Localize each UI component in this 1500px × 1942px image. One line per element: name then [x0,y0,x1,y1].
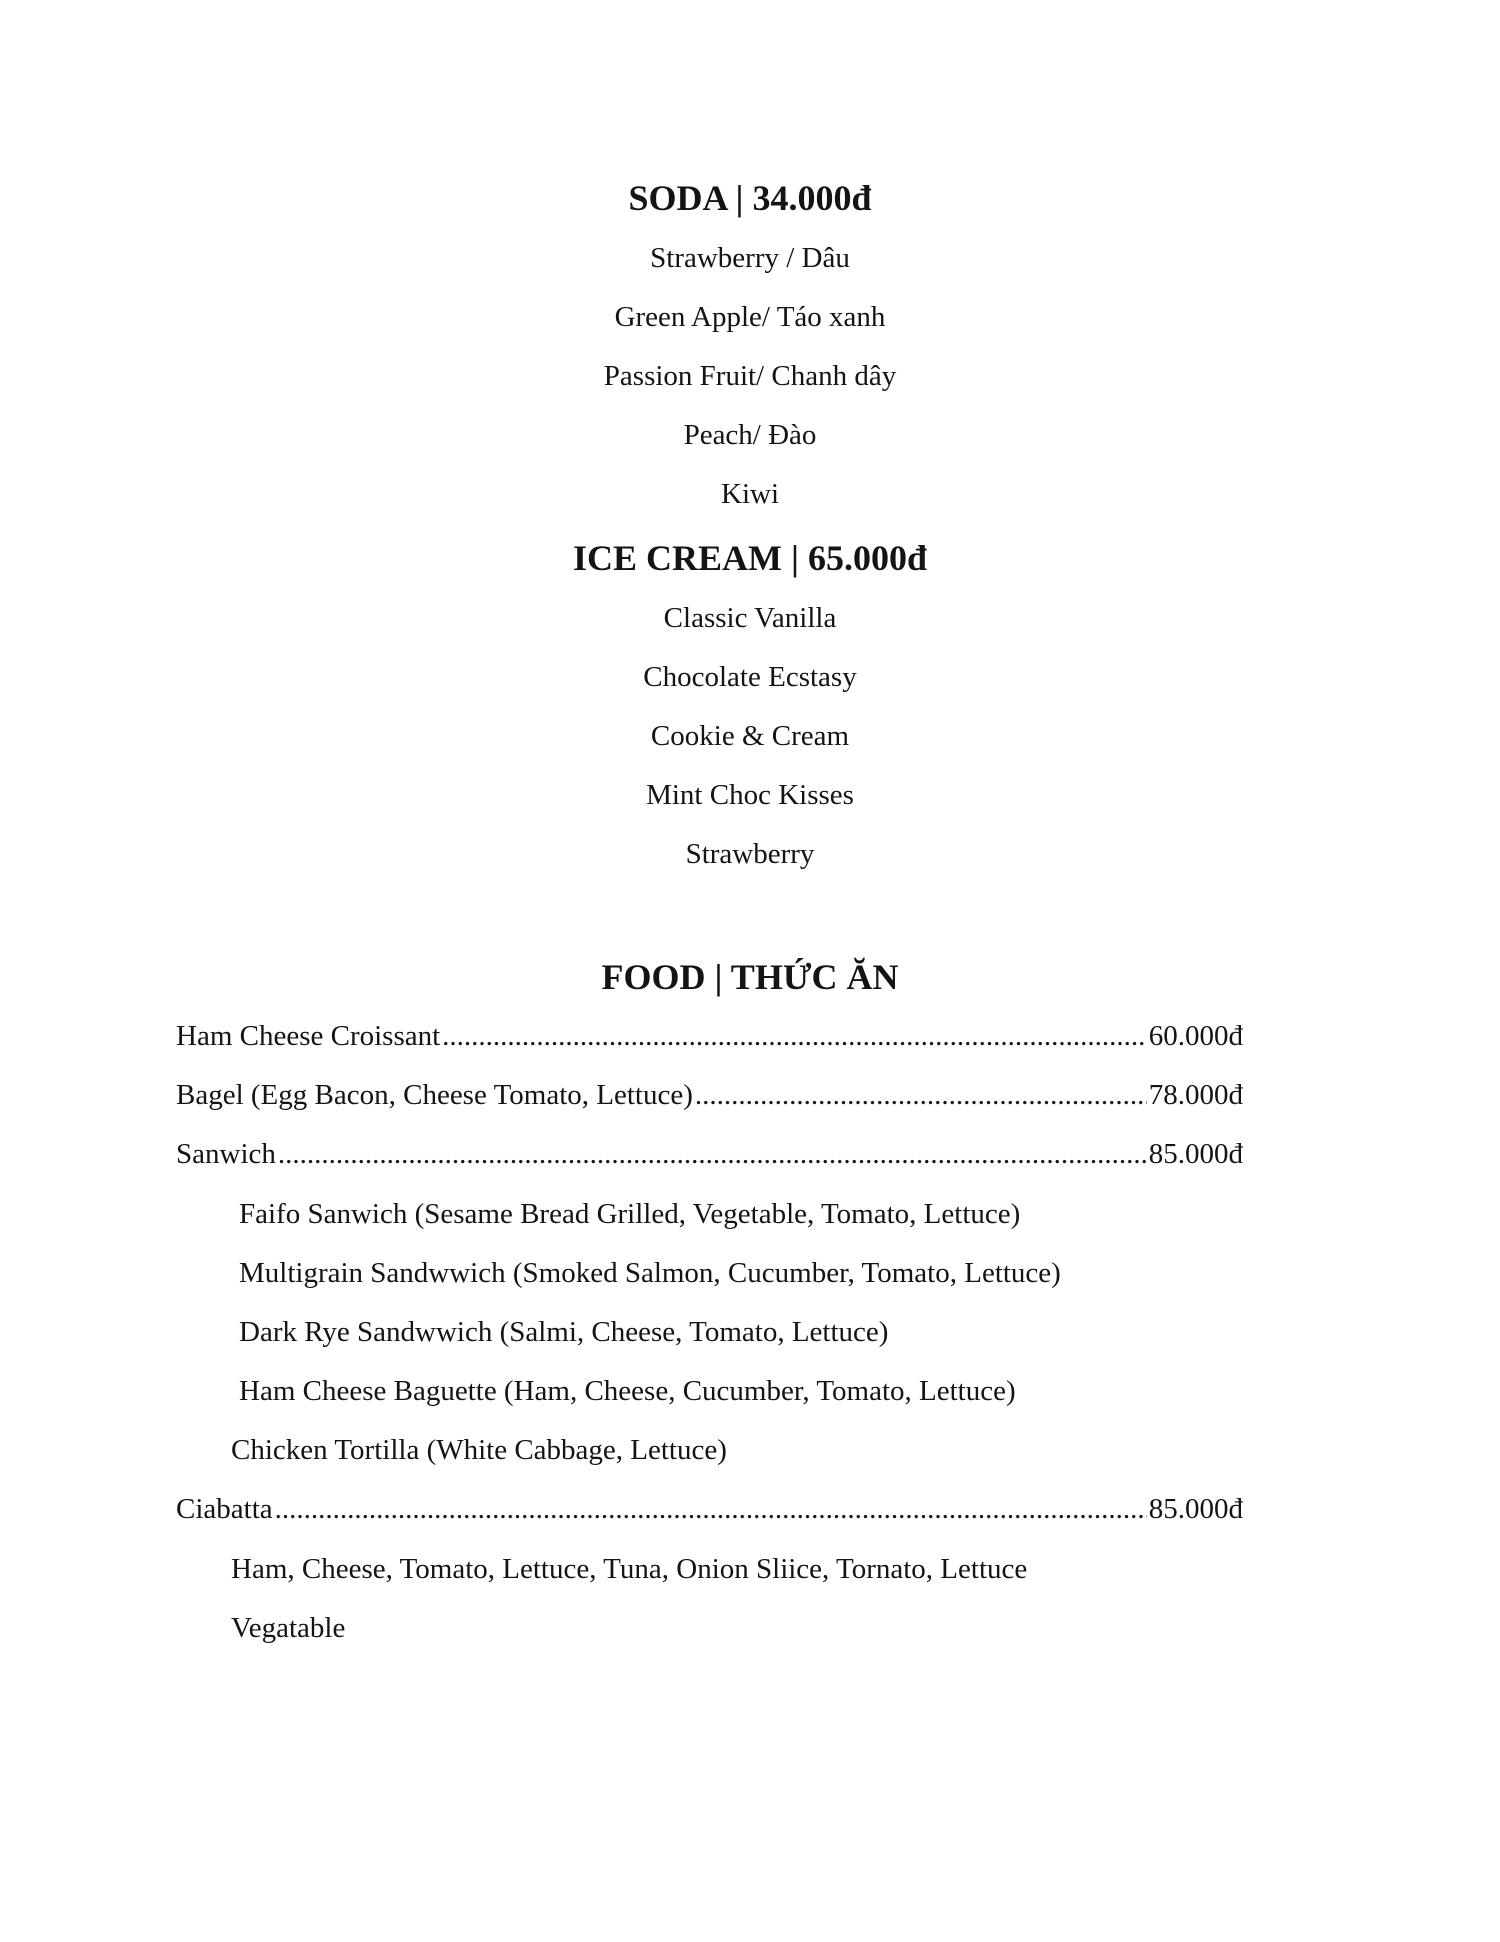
soda-item: Strawberry / Dâu [650,242,850,274]
menu-row-sanwich [176,1136,1243,1172]
soda-item: Peach/ Đào [683,419,817,451]
menu-row-ciabatta [176,1491,1243,1527]
menu-row-name: Ciabatta [176,1493,273,1525]
dot-leader [442,1018,1147,1054]
sanwich-option: Chicken Tortilla (White Cabbage, Lettuce) [231,1434,727,1466]
soda-heading: SODA | 34.000đ [628,178,872,218]
menu-row-ham-cheese-croissant [176,1018,1243,1054]
menu-row-price: 85.000đ [1148,1138,1243,1170]
ice-cream-item: Cookie & Cream [650,720,850,752]
menu-row-bagel [176,1077,1243,1113]
ice-cream-item: Mint Choc Kisses [646,779,854,811]
sanwich-option: Faifo Sanwich (Sesame Bread Grilled, Vegetable, Tomato, Lettuce) [239,1198,1021,1230]
food-heading: FOOD | THỨC ĂN [601,957,899,997]
dot-leader [275,1491,1147,1527]
menu-row-price: 85.000đ [1148,1493,1243,1525]
ice-cream-item: Strawberry [685,838,815,870]
soda-item: Green Apple/ Táo xanh [614,301,886,333]
ciabatta-option: Vegatable [231,1612,346,1644]
dot-leader [695,1077,1147,1113]
ice-cream-heading: ICE CREAM | 65.000đ [573,538,927,578]
sanwich-option: Multigrain Sandwwich (Smoked Salmon, Cucumber, Tomato, Lettuce) [239,1257,1061,1289]
menu-row-name: Bagel (Egg Bacon, Cheese Tomato, Lettuce) [176,1079,693,1111]
sanwich-option: Ham Cheese Baguette (Ham, Cheese, Cucumber, Tomato, Lettuce) [239,1375,1016,1407]
menu-row-name: Sanwich [176,1138,276,1170]
ciabatta-option: Ham, Cheese, Tomato, Lettuce, Tuna, Onion Sliice, Tornato, Lettuce [231,1553,1028,1585]
soda-item: Passion Fruit/ Chanh dây [603,360,897,392]
menu-row-name: Ham Cheese Croissant [176,1020,441,1052]
dot-leader [278,1136,1147,1172]
menu-row-price: 60.000đ [1148,1020,1243,1052]
menu-row-price: 78.000đ [1148,1079,1243,1111]
soda-item: Kiwi [721,478,779,510]
ice-cream-item: Classic Vanilla [663,602,837,634]
ice-cream-item: Chocolate Ecstasy [643,661,857,693]
sanwich-option: Dark Rye Sandwwich (Salmi, Cheese, Tomato, Lettuce) [239,1316,889,1348]
